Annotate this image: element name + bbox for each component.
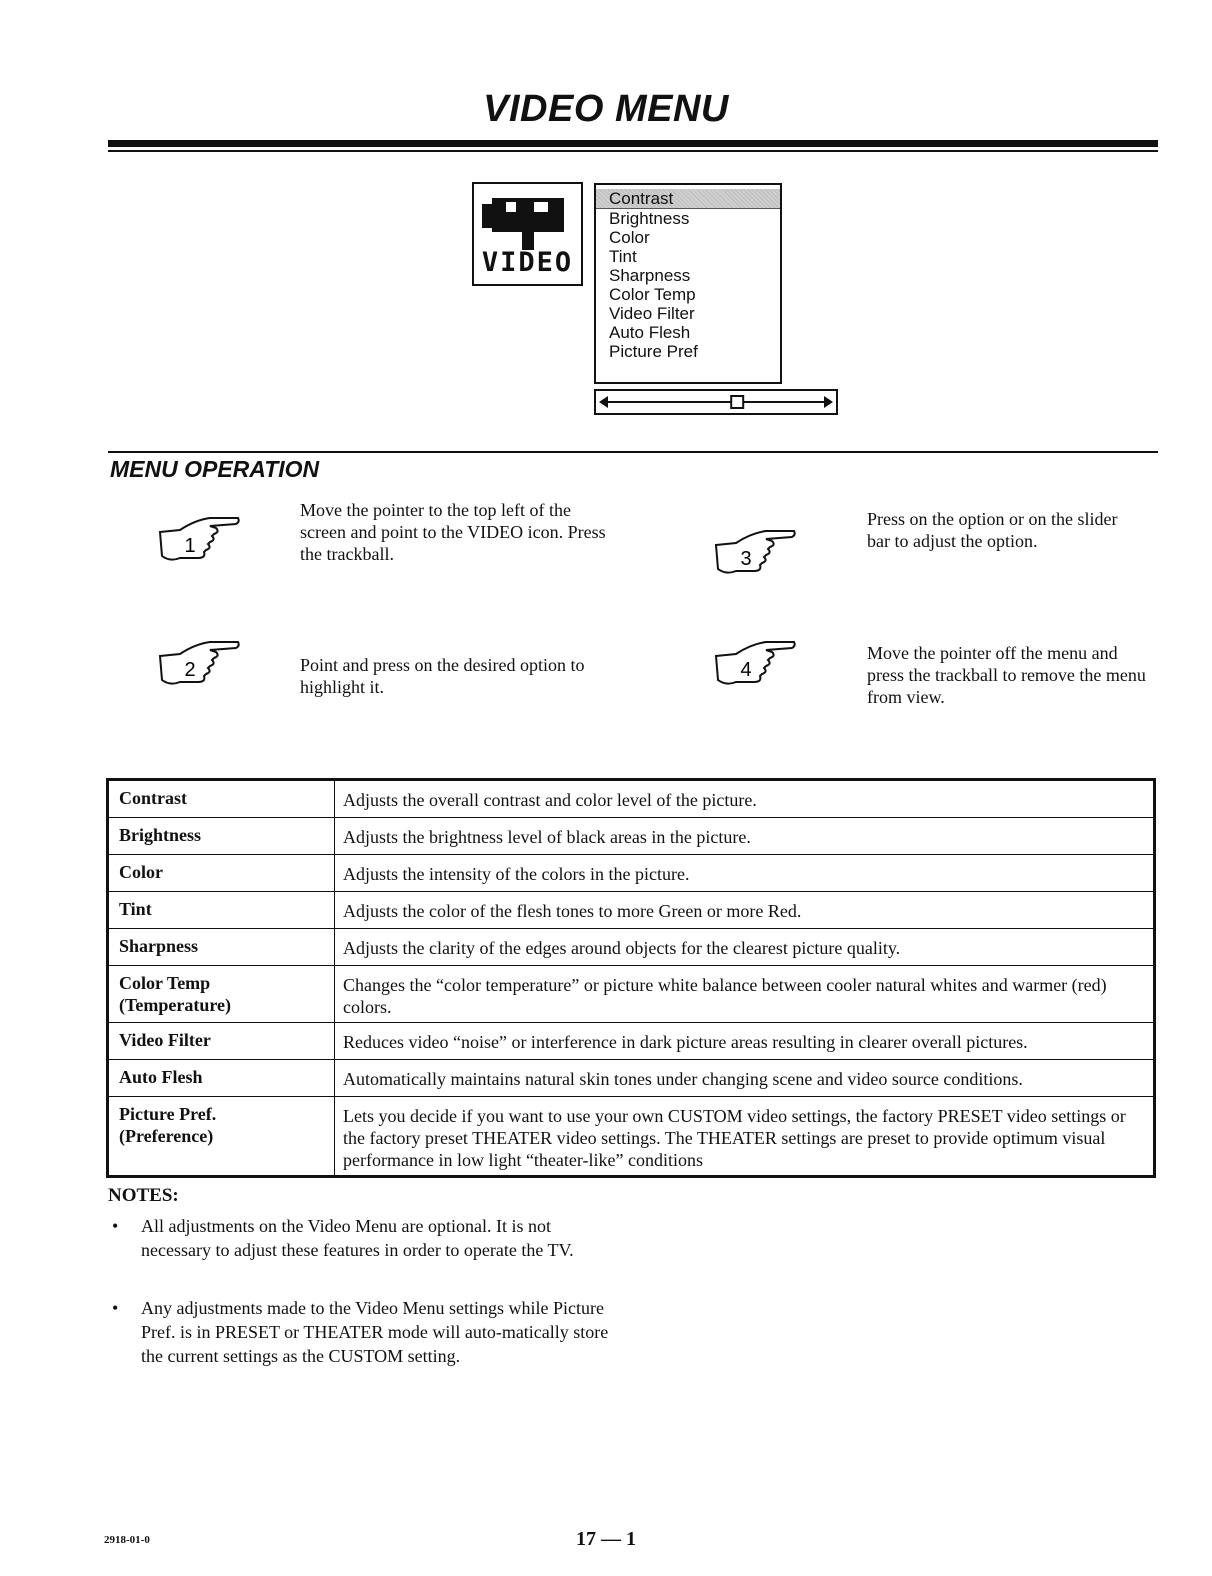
section-title: MENU OPERATION	[110, 456, 320, 482]
table-description: Automatically maintains natural skin tones under changing scene and video source conditions.	[335, 1060, 1155, 1097]
video-menu-icon-button[interactable]	[472, 182, 583, 286]
menu-item-brightness[interactable]: Brightness	[609, 209, 690, 228]
table-term: Color Temp (Temperature)	[108, 966, 335, 1023]
adjust-slider[interactable]	[594, 389, 838, 415]
table-description: Adjusts the clarity of the edges around objects for the clearest picture quality.	[335, 929, 1155, 966]
step-2-number: 2	[184, 659, 196, 681]
left-arrow-icon[interactable]	[599, 396, 608, 408]
step-3-number: 3	[740, 548, 752, 570]
table-term: Brightness	[108, 818, 335, 855]
note-item	[108, 1214, 578, 1262]
table-row	[108, 892, 1155, 929]
table-description: Adjusts the intensity of the colors in the picture.	[335, 855, 1155, 892]
page-number: 17 — 1	[576, 1528, 636, 1550]
note-item	[108, 1296, 618, 1368]
menu-item-auto-flesh[interactable]: Auto Flesh	[609, 323, 691, 342]
table-row	[108, 929, 1155, 966]
page-title: VIDEO MENU	[483, 88, 729, 130]
table-term: Video Filter	[108, 1023, 335, 1060]
video-camera-icon	[474, 190, 581, 250]
menu-item-picture-pref[interactable]: Picture Pref	[609, 342, 698, 361]
section-rule	[108, 451, 1158, 453]
step-4-number: 4	[740, 659, 752, 681]
menu-item-color-temp[interactable]: Color Temp	[609, 285, 696, 304]
right-arrow-icon[interactable]	[824, 396, 833, 408]
table-description: Adjusts the color of the flesh tones to more Green or more Red.	[335, 892, 1155, 929]
table-description: Lets you decide if you want to use your own CUSTOM video settings, the factory PRESET video settings or the factory preset THEATER video settings. The THEATER settings are preset to provide optimum visual performance in low light “theater-like” conditions	[335, 1097, 1155, 1177]
step-4-pointing-hand-icon	[706, 636, 796, 696]
step-4-text: Move the pointer off the menu and press the trackball to remove the menu from view.	[867, 643, 1146, 707]
step-2-text: Point and press on the desired option to highlight it.	[300, 655, 585, 697]
title-rule	[108, 140, 1158, 147]
document-code: 2918-01-0	[104, 1534, 150, 1546]
table-term: Picture Pref. (Preference)	[108, 1097, 335, 1177]
table-description: Adjusts the overall contrast and color level of the picture.	[335, 780, 1155, 818]
title-rule-thin	[108, 150, 1158, 152]
slider-thumb[interactable]	[731, 396, 743, 408]
table-term: Tint	[108, 892, 335, 929]
table-description: Reduces video “noise” or interference in dark picture areas resulting in clearer overall pictures.	[335, 1023, 1155, 1060]
step-2-pointing-hand-icon	[150, 636, 240, 696]
table-row	[108, 966, 1155, 1023]
menu-item-tint[interactable]: Tint	[609, 247, 637, 266]
table-term: Contrast	[108, 780, 335, 818]
menu-item-sharpness[interactable]: Sharpness	[609, 266, 691, 285]
table-row	[108, 1060, 1155, 1097]
step-3-pointing-hand-icon	[706, 525, 796, 585]
menu-item-color[interactable]: Color	[609, 228, 650, 247]
video-menu-panel	[594, 183, 782, 384]
table-row	[108, 818, 1155, 855]
video-icon-label: VIDEO	[481, 247, 574, 278]
table-description: Adjusts the brightness level of black areas in the picture.	[335, 818, 1155, 855]
table-row	[108, 855, 1155, 892]
step-1-number: 1	[184, 535, 196, 557]
table-row	[108, 1097, 1155, 1177]
table-term: Auto Flesh	[108, 1060, 335, 1097]
bullet-icon: •	[112, 1216, 119, 1236]
table-term: Sharpness	[108, 929, 335, 966]
bullet-icon: •	[112, 1298, 119, 1318]
menu-item-contrast[interactable]: Contrast	[596, 189, 780, 209]
step-3-text: Press on the option or on the slider bar to adjust the option.	[867, 509, 1118, 551]
step-1-text: Move the pointer to the top left of the screen and point to the VIDEO icon. Press the trackball.	[300, 500, 606, 564]
table-row	[108, 1023, 1155, 1060]
menu-item-video-filter[interactable]: Video Filter	[609, 304, 695, 323]
notes-title: NOTES:	[108, 1185, 179, 1206]
table-term: Color	[108, 855, 335, 892]
note-text: Any adjustments made to the Video Menu settings while Picture Pref. is in PRESET or THEATER mode will auto-matically store the current settings as the CUSTOM setting.	[141, 1298, 609, 1366]
table-description: Changes the “color temperature” or picture white balance between cooler natural whites and warmer (red) colors.	[335, 966, 1155, 1023]
note-text: All adjustments on the Video Menu are optional. It is not necessary to adjust these features in order to operate the TV.	[141, 1216, 574, 1260]
video-menu-options-table	[106, 778, 1156, 1178]
step-1-pointing-hand-icon	[150, 512, 240, 572]
table-row	[108, 780, 1155, 818]
